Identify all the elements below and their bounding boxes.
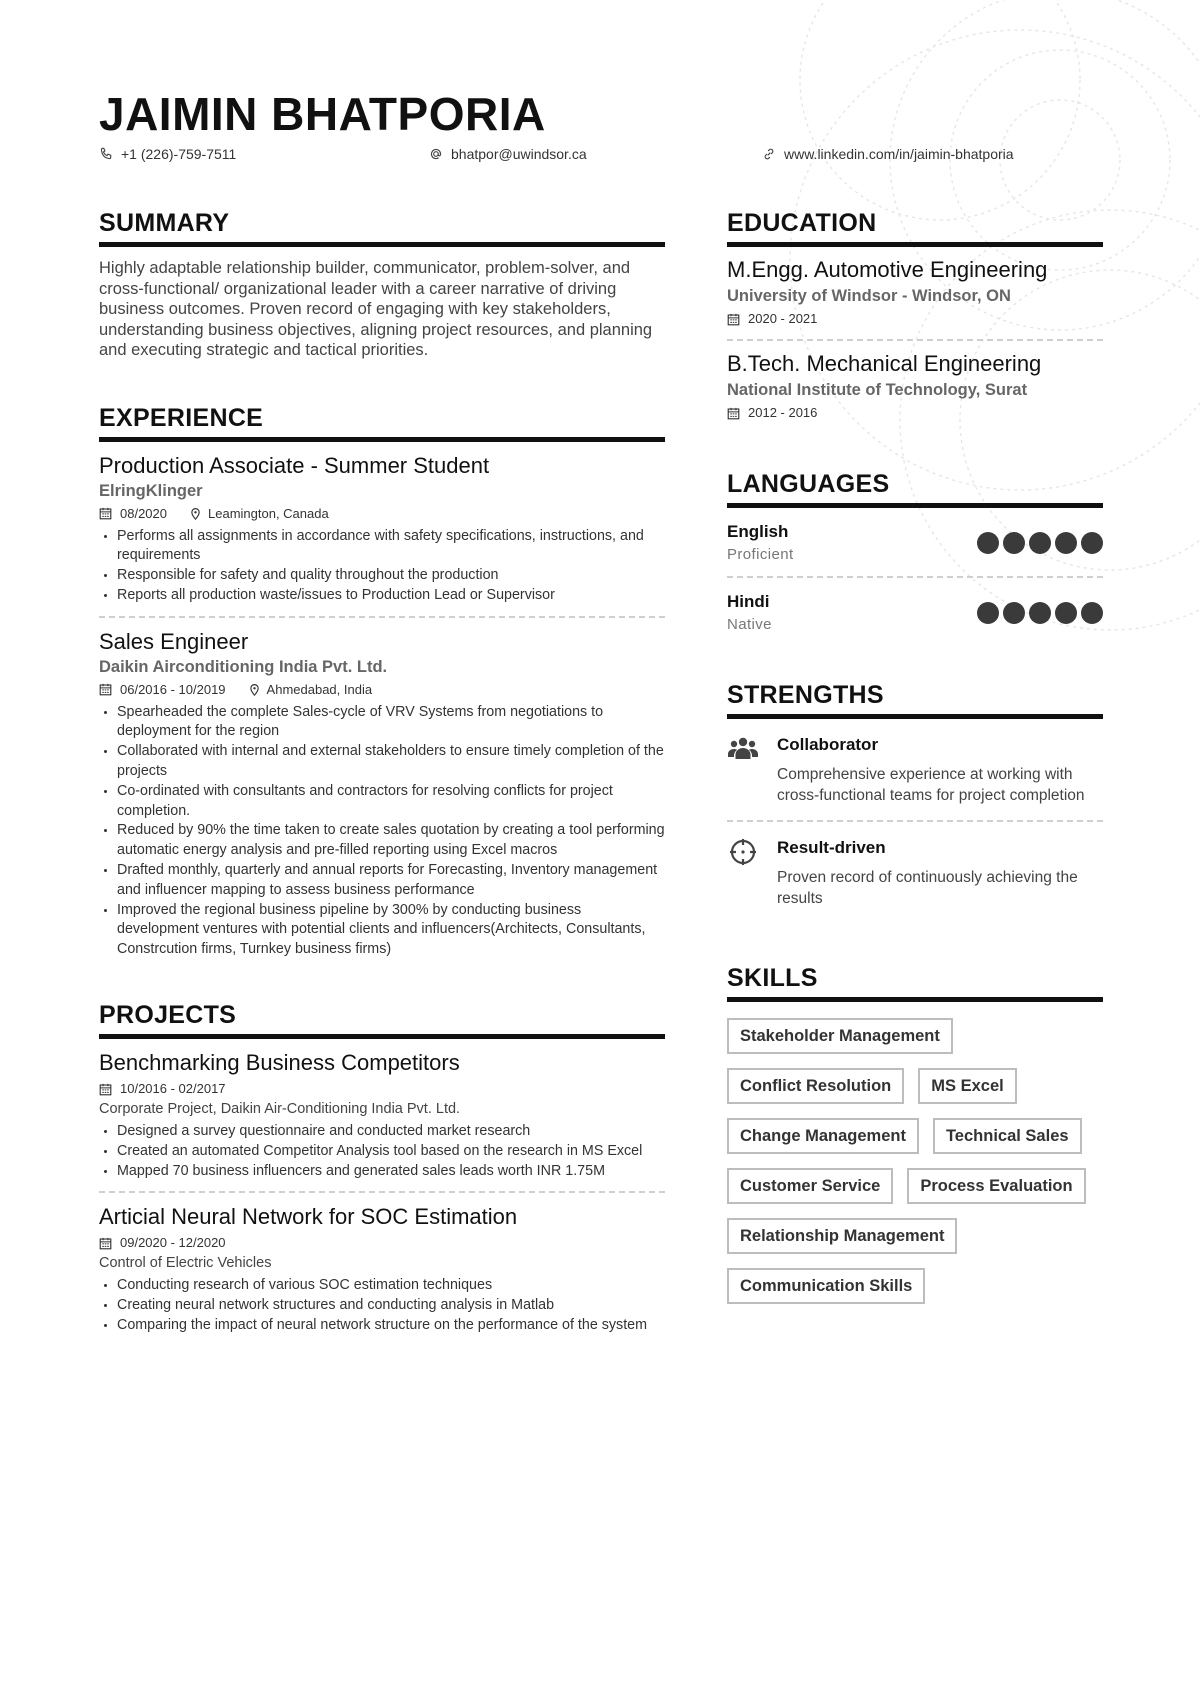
email-contact[interactable]	[429, 146, 587, 162]
skill-tag: Communication Skills	[727, 1268, 925, 1304]
calendar-icon	[99, 1083, 112, 1096]
linkedin-text[interactable]: www.linkedin.com/in/jaimin-bhatporia	[784, 146, 1014, 162]
project-entry	[99, 1039, 665, 1181]
skill-tag: Customer Service	[727, 1168, 893, 1204]
project-date: 10/2016 - 02/2017	[120, 1081, 226, 1097]
language-entry	[727, 576, 1103, 646]
project-title: Benchmarking Business Competitors	[99, 1050, 460, 1076]
company-name: Daikin Airconditioning India Pvt. Ltd.	[99, 657, 388, 676]
calendar-icon	[727, 313, 740, 326]
language-entry	[727, 508, 1103, 576]
project-date: 09/2020 - 12/2020	[120, 1235, 226, 1251]
job-title: Sales Engineer	[99, 628, 249, 654]
experience-heading: EXPERIENCE	[99, 403, 665, 442]
education-date: 2020 - 2021	[748, 311, 818, 326]
job-title: Production Associate - Summer Student	[99, 452, 490, 478]
skill-tag: Technical Sales	[933, 1118, 1082, 1154]
education-date: 2012 - 2016	[748, 405, 818, 420]
strength-description: Proven record of continuously achieving the results	[777, 869, 1078, 907]
school-name: National Institute of Technology, Surat	[727, 381, 1028, 399]
education-entry	[727, 339, 1103, 423]
strengths-heading: STRENGTHS	[727, 680, 1103, 719]
education-meta	[727, 309, 1103, 329]
language-level: Proficient	[727, 546, 794, 563]
list-item: • Collaborated with internal and external stakeholders to ensure timely completion of the projects	[117, 742, 665, 782]
company-name: ElringKlinger	[99, 481, 203, 500]
list-item: • Designed a survey questionnaire and conducted market research	[117, 1122, 665, 1142]
school-name: University of Windsor - Windsor, ON	[727, 287, 1011, 305]
strengths-section	[727, 680, 1103, 923]
experience-section	[99, 403, 665, 961]
calendar-icon	[727, 407, 740, 420]
job-meta	[99, 680, 665, 700]
rating-dot	[1055, 602, 1077, 624]
language-name: English	[727, 522, 789, 541]
job-meta	[99, 504, 665, 524]
project-title: Articial Neural Network for SOC Estimation	[99, 1204, 518, 1230]
rating-dot	[1055, 532, 1077, 554]
projects-section	[99, 1000, 665, 1336]
language-level: Native	[727, 616, 772, 633]
rating-dot	[977, 532, 999, 554]
skills-section	[727, 963, 1103, 1304]
job-location-text: Leamington, Canada	[208, 505, 329, 521]
list-item: • Responsible for safety and quality throughout the production	[117, 566, 665, 586]
calendar-icon	[99, 507, 112, 520]
skills-list	[727, 1002, 1107, 1304]
project-subtitle: Corporate Project, Daikin Air-Conditioning India Pvt. Ltd.	[99, 1101, 461, 1118]
languages-section	[727, 469, 1103, 646]
project-meta	[99, 1233, 665, 1253]
project-entry	[99, 1191, 665, 1335]
job-bullets	[99, 703, 665, 960]
job-bullets	[99, 527, 665, 606]
list-item: • Spearheaded the complete Sales-cycle of VRV Systems from negotiations to deployment for the region	[117, 703, 665, 743]
project-bullets	[99, 1276, 665, 1335]
strength-description: Comprehensive experience at working with cross-functional teams for project completion	[777, 766, 1085, 804]
rating-dot	[1003, 532, 1025, 554]
skill-tag: MS Excel	[918, 1068, 1016, 1104]
summary-text: Highly adaptable relationship builder, communicator, problem-solver, and cross-functional/ organizational leader with a career narrative of driving business outcomes. Proven record of engaging with key stakeholders, understanding business objectives, aligning project resources, and planning and executing strategic and tactical priorities.	[99, 259, 653, 359]
list-item: • Improved the regional business pipeline by 300% by conducting business development ventures with potential clients and influencers(Architects, Consultants, Constrcution firms, Turnkey business firms)	[117, 901, 665, 960]
strength-name: Result-driven	[777, 838, 886, 857]
list-item: • Reduced by 90% the time taken to create sales quotation by creating a tool performing automatic energy analysis and pre-filled reporting using Excel macros	[117, 821, 665, 861]
list-item: • Creating neural network structures and conducting analysis in Matlab	[117, 1296, 665, 1316]
phone-text: +1 (226)-759-7511	[121, 146, 237, 162]
project-bullets	[99, 1122, 665, 1181]
project-meta	[99, 1079, 665, 1099]
language-rating	[977, 532, 1103, 554]
rating-dot	[1003, 602, 1025, 624]
strength-name: Collaborator	[777, 735, 879, 754]
users-icon	[727, 733, 763, 806]
skills-heading: SKILLS	[727, 963, 1103, 1002]
skill-tag: Conflict Resolution	[727, 1068, 904, 1104]
list-item: • Performs all assignments in accordance with safety specifications, instructions, and requirements	[117, 527, 665, 567]
degree-title: B.Tech. Mechanical Engineering	[727, 351, 1042, 376]
job-location-text: Ahmedabad, India	[266, 681, 373, 697]
experience-entry	[99, 616, 665, 960]
projects-heading: PROJECTS	[99, 1000, 665, 1039]
strength-entry	[727, 719, 1103, 820]
job-location	[248, 680, 373, 700]
education-meta	[727, 403, 1103, 423]
list-item: • Reports all production waste/issues to Production Lead or Supervisor	[117, 586, 665, 606]
list-item: • Created an automated Competitor Analysis tool based on the research in MS Excel	[117, 1142, 665, 1162]
job-date: 08/2020	[120, 505, 167, 521]
languages-heading: LANGUAGES	[727, 469, 1103, 508]
link-icon	[762, 147, 776, 161]
rating-dot	[1029, 532, 1051, 554]
language-rating	[977, 602, 1103, 624]
rating-dot	[1029, 602, 1051, 624]
education-entry	[727, 247, 1103, 329]
skill-tag: Change Management	[727, 1118, 919, 1154]
education-section	[727, 208, 1103, 423]
job-location	[189, 504, 329, 524]
list-item: • Comparing the impact of neural network structure on the performance of the system	[117, 1316, 665, 1336]
rating-dot	[1081, 602, 1103, 624]
project-subtitle: Control of Electric Vehicles	[99, 1255, 272, 1272]
calendar-icon	[99, 683, 112, 696]
language-name: Hindi	[727, 592, 770, 611]
skill-tag: Process Evaluation	[907, 1168, 1085, 1204]
strength-entry	[727, 820, 1103, 923]
list-item: • Conducting research of various SOC estimation techniques	[117, 1276, 665, 1296]
location-pin-icon	[189, 507, 202, 520]
calendar-icon	[99, 1237, 112, 1250]
candidate-name: JAIMIN BHATPORIA	[99, 88, 546, 140]
education-heading: EDUCATION	[727, 208, 1103, 247]
phone-icon	[99, 147, 113, 161]
location-pin-icon	[248, 683, 261, 696]
skill-tag: Relationship Management	[727, 1218, 957, 1254]
list-item: • Co-ordinated with consultants and contractors for resolving conflicts for project completion.	[117, 782, 665, 822]
summary-heading: SUMMARY	[99, 208, 665, 247]
job-date: 06/2016 - 10/2019	[120, 681, 226, 697]
skill-tag: Stakeholder Management	[727, 1018, 953, 1054]
linkedin-contact[interactable]	[762, 146, 1014, 162]
degree-title: M.Engg. Automotive Engineering	[727, 257, 1048, 282]
email-text[interactable]: bhatpor@uwindsor.ca	[451, 146, 587, 162]
left-column	[99, 208, 665, 1336]
rating-dot	[977, 602, 999, 624]
list-item: • Mapped 70 business influencers and generated sales leads worth INR 1.75M	[117, 1162, 665, 1182]
experience-entry	[99, 442, 665, 606]
at-icon	[429, 147, 443, 161]
list-item: • Drafted monthly, quarterly and annual reports for Forecasting, Inventory management and influencer mapping to assess business performance	[117, 861, 665, 901]
crosshair-icon	[727, 836, 763, 909]
summary-section	[99, 208, 665, 361]
right-column	[727, 208, 1103, 1304]
phone-contact	[99, 146, 236, 162]
rating-dot	[1081, 532, 1103, 554]
